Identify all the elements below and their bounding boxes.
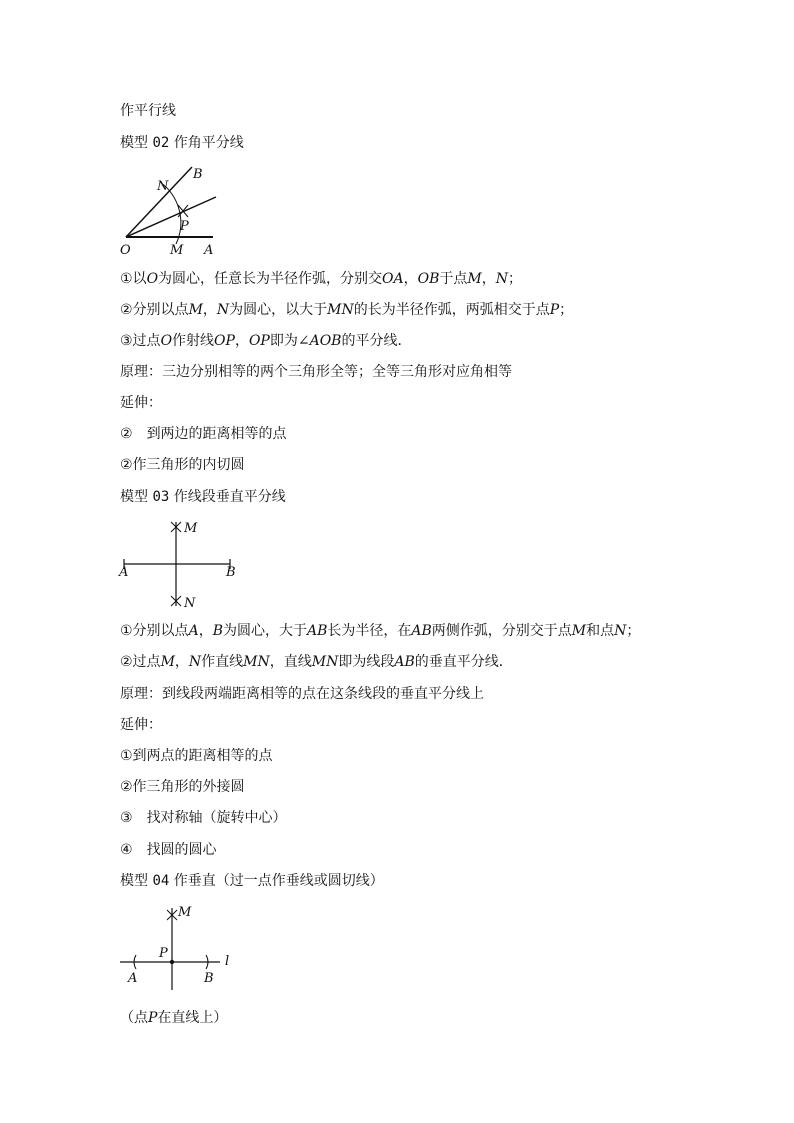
label-n: N [157, 179, 169, 194]
model-number: 04 [152, 873, 170, 889]
perpendicular-bisector-figure [116, 518, 242, 612]
math-var: M [467, 271, 482, 287]
model03-principle: 原理：到线段两端距离相等的点在这条线段的垂直平分线上 [120, 686, 484, 702]
text: 两侧作弧，分别交于点 [431, 623, 572, 639]
math-var: M [571, 623, 587, 639]
label-m: M [170, 243, 184, 258]
model-label: 模型 [120, 135, 148, 151]
math-var: O [146, 271, 159, 287]
math-var: MN [327, 302, 354, 318]
label-a: A [128, 971, 138, 986]
math-var: OB [417, 271, 440, 287]
section-heading: 作平行线 [120, 103, 176, 119]
math-var: AB [394, 654, 415, 670]
math-var: AB [306, 623, 328, 639]
math-var: A [188, 623, 199, 639]
label-b: B [193, 167, 203, 182]
point-p [170, 960, 174, 964]
text: （点 [120, 1010, 148, 1026]
label-a: A [119, 565, 129, 580]
text: ， [174, 654, 189, 670]
text: 的平分线． [341, 333, 412, 349]
math-var: OA [382, 271, 404, 287]
text: ， [481, 271, 496, 287]
text: ； [508, 271, 522, 287]
label-b: B [204, 971, 214, 986]
math-var: B [212, 623, 223, 639]
text: 为圆心，以大于 [229, 302, 328, 318]
text: ； [626, 623, 641, 639]
model02-ext2: ②作三角形的内切圆 [120, 457, 245, 473]
math-var: M [160, 654, 175, 670]
math-var: P [549, 302, 560, 318]
text: 即为线段 [338, 654, 395, 670]
math-var: P [148, 1010, 158, 1026]
label-a: A [204, 243, 214, 258]
text: 在直线上） [157, 1010, 228, 1026]
text: 长为半径，在 [327, 623, 412, 639]
text: 到两边的距离相等的点 [146, 426, 287, 442]
math-var: MN [311, 654, 339, 670]
model03-step2 [120, 652, 513, 672]
text: ③ [120, 810, 133, 826]
model02-step2 [120, 300, 573, 320]
text: ②过点 [120, 654, 161, 670]
text: ②分别以点 [120, 302, 189, 318]
text: ③过点 [120, 333, 161, 349]
text: ①分别以点 [120, 623, 189, 639]
text: ①以 [120, 271, 147, 287]
label-p: P [180, 219, 189, 234]
math-var: OP [248, 333, 270, 349]
model02-title [120, 133, 244, 153]
model-name: 作垂直（过一点作垂线或圆切线） [173, 873, 384, 889]
label-p: P [159, 946, 168, 961]
math-var: N [495, 271, 508, 287]
model-name: 作角平分线 [173, 135, 244, 151]
math-var: MN [243, 654, 270, 670]
model03-extension-label: 延伸： [120, 717, 162, 733]
label-o: O [120, 243, 131, 258]
math-var: N [614, 623, 627, 639]
model02-ext1 [120, 424, 287, 444]
text: ， [198, 623, 213, 639]
text: 作直线 [201, 654, 244, 670]
model03-ext3 [120, 808, 287, 828]
math-var: O [160, 333, 173, 349]
model03-ext1: ①到两点的距离相等的点 [120, 748, 273, 764]
text: 的长为半径作弧，两弧相交于点 [353, 302, 550, 318]
model03-ext4 [120, 840, 217, 860]
text: ④ [120, 842, 133, 858]
model03-ext2: ②作三角形的外接圆 [120, 779, 245, 795]
model-label: 模型 [120, 873, 148, 889]
text: 的垂直平分线． [414, 654, 513, 670]
model02-extension-label: 延伸： [120, 395, 162, 411]
text: ， [403, 271, 418, 287]
text: 为圆心，任意长为半径作弧，分别交 [158, 271, 383, 287]
model02-step3 [120, 331, 411, 351]
text: 为圆心，大于 [222, 623, 307, 639]
model04-caption [120, 1008, 227, 1028]
text: ， [202, 302, 217, 318]
model02-principle: 原理：三边分别相等的两个三角形全等；全等三角形对应角相等 [120, 364, 512, 380]
text: ② [120, 426, 133, 442]
math-var: OP [214, 333, 235, 349]
text: ， [234, 333, 249, 349]
text: 和点 [586, 623, 615, 639]
math-var: AB [411, 623, 432, 639]
label-n: N [184, 596, 196, 611]
text: 作射线 [172, 333, 215, 349]
model-label: 模型 [120, 489, 148, 505]
label-m: M [178, 905, 192, 920]
text: 找圆的圆心 [146, 842, 217, 858]
text: ，直线 [269, 654, 312, 670]
model-name: 作线段垂直平分线 [173, 489, 286, 505]
math-var: ∠AOB [297, 333, 342, 349]
perpendicular-figure [116, 902, 240, 992]
model-number: 03 [152, 489, 170, 505]
math-var: N [188, 654, 202, 670]
text: ； [559, 302, 574, 318]
ray-op [126, 197, 216, 237]
text: 找对称轴（旋转中心） [146, 810, 287, 826]
model04-title [120, 871, 384, 891]
label-l: l [225, 954, 230, 969]
math-var: N [216, 302, 230, 318]
text: 于点 [439, 271, 468, 287]
text: 即为 [269, 333, 298, 349]
math-var: M [188, 302, 203, 318]
model-number: 02 [152, 135, 170, 151]
angle-bisector-figure [118, 160, 228, 258]
model03-step1 [120, 621, 640, 641]
label-m: M [184, 521, 198, 536]
label-b: B [226, 565, 236, 580]
model02-step1 [120, 269, 522, 289]
model03-title [120, 487, 286, 507]
